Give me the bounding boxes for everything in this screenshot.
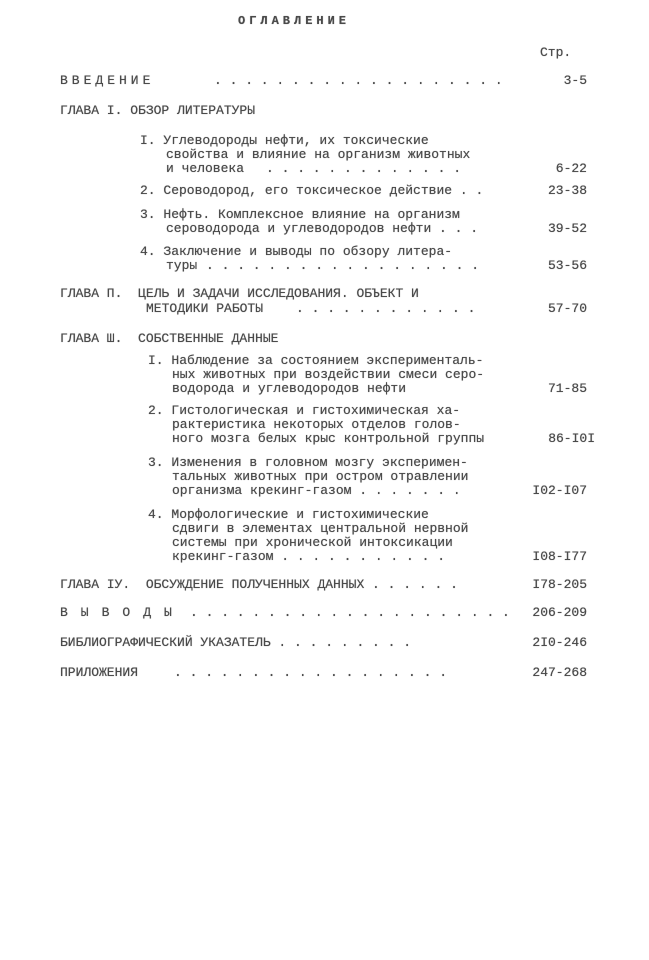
chapter-1-heading: ГЛАВА I. ОБЗОР ЛИТЕРАТУРЫ (60, 103, 256, 118)
toc-entry-line: водорода и углеводородов нефти (172, 381, 407, 396)
toc-entry-dots: . . . . . . . . . . . . (296, 301, 476, 316)
page-title: ОГЛАВЛЕНИЕ (238, 14, 351, 28)
toc-entry-line: 2. Гистологическая и гистохимическая ха- (148, 403, 461, 418)
toc-entry-pages: 71-85 (547, 381, 587, 396)
toc-entry-pages: 247-268 (532, 665, 587, 680)
toc-entry-line: 4. Морфологические и гистохимические (148, 507, 429, 522)
appendix-label: ПРИЛОЖЕНИЯ (60, 665, 139, 680)
toc-entry-pages: 6-22 (555, 161, 587, 176)
toc-entry-line: 3. Нефть. Комплексное влияние на организм (140, 207, 460, 222)
chapter-2-heading-line-2: МЕТОДИКИ РАБОТЫ (146, 301, 264, 316)
toc-entry-line: свойства и влияние на организм животных (166, 147, 471, 162)
toc-entry-line: I. Углеводороды нефти, их токсические (140, 133, 429, 148)
intro-label: ВВЕДЕНИЕ (60, 73, 155, 88)
chapter-2-heading: ГЛАВА П. ЦЕЛЬ И ЗАДАЧИ ИССЛЕДОВАНИЯ. ОБЪЕКТ И (60, 286, 419, 301)
toc-entry-line: I. Наблюдение за состоянием эксперименталь- (148, 353, 484, 368)
chapter-3-heading: ГЛАВА Ш. СОБСТВЕННЫЕ ДАННЫЕ (60, 331, 279, 346)
toc-entry-dots: . . . . . . . . . . . . . (266, 161, 462, 176)
toc-entry-pages: 86-I0I (548, 431, 595, 446)
toc-entry-pages: I02-I07 (532, 483, 587, 498)
toc-entry-line: сероводорода и углеводородов нефти . . . (166, 221, 479, 236)
toc-entry-dots: . . . . . . . . . . . . . . . . . . . . . (190, 605, 510, 620)
toc-entry-pages: 23-38 (547, 183, 587, 198)
bibliography-label: БИБЛИОГРАФИЧЕСКИЙ УКАЗАТЕЛЬ . . . . . . . . . (60, 635, 412, 650)
toc-entry-line: 2. Сероводород, его токсическое действие . . (140, 183, 484, 198)
toc-entry-pages: 206-209 (532, 605, 587, 620)
toc-entry-line: тальных животных при остром отравлении (172, 469, 469, 484)
intro-dots: . . . . . . . . . . . . . . . . . . . (214, 73, 503, 88)
toc-entry-dots: . . . . . . . . . . . . . . . . . . (206, 258, 480, 273)
toc-entry-pages: I78-205 (532, 577, 587, 592)
toc-entry-line: крекинг-газом . . . . . . . . . . . (172, 549, 446, 564)
toc-entry-line: 3. Изменения в головном мозгу эксперимен- (148, 455, 468, 470)
toc-entry-pages: 53-56 (547, 258, 587, 273)
toc-entry-pages: 57-70 (547, 301, 587, 316)
toc-entry-line: системы при хронической интоксикации (172, 535, 453, 550)
toc-entry-line: организма крекинг-газом . . . . . . . (172, 483, 461, 498)
toc-entry-dots: . . . . . . . . . . . . . . . . . . (174, 665, 448, 680)
chapter-4-heading: ГЛАВА IУ. ОБСУЖДЕНИЕ ПОЛУЧЕННЫХ ДАННЫХ . . . . . . (60, 577, 458, 592)
intro-pages: 3-5 (563, 73, 587, 88)
toc-entry-line: туры (166, 258, 198, 273)
conclusions-label: ВЫВОДЫ (60, 605, 185, 620)
toc-entry-pages: 39-52 (547, 221, 587, 236)
toc-entry-line: ных животных при воздействии смеси серо- (172, 367, 485, 382)
toc-entry-line: рактеристика некоторых отделов голов- (172, 417, 461, 432)
toc-entry-pages: 2I0-246 (532, 635, 587, 650)
page-column-header: Стр. (540, 45, 572, 60)
toc-entry-line: ного мозга белых крыс контрольной группы (172, 431, 485, 446)
toc-entry-line: и человека (166, 161, 245, 176)
toc-entry-line: сдвиги в элементах центральной нервной (172, 521, 469, 536)
toc-entry-line: 4. Заключение и выводы по обзору литера- (140, 244, 453, 259)
toc-entry-pages: I08-I77 (532, 549, 587, 564)
